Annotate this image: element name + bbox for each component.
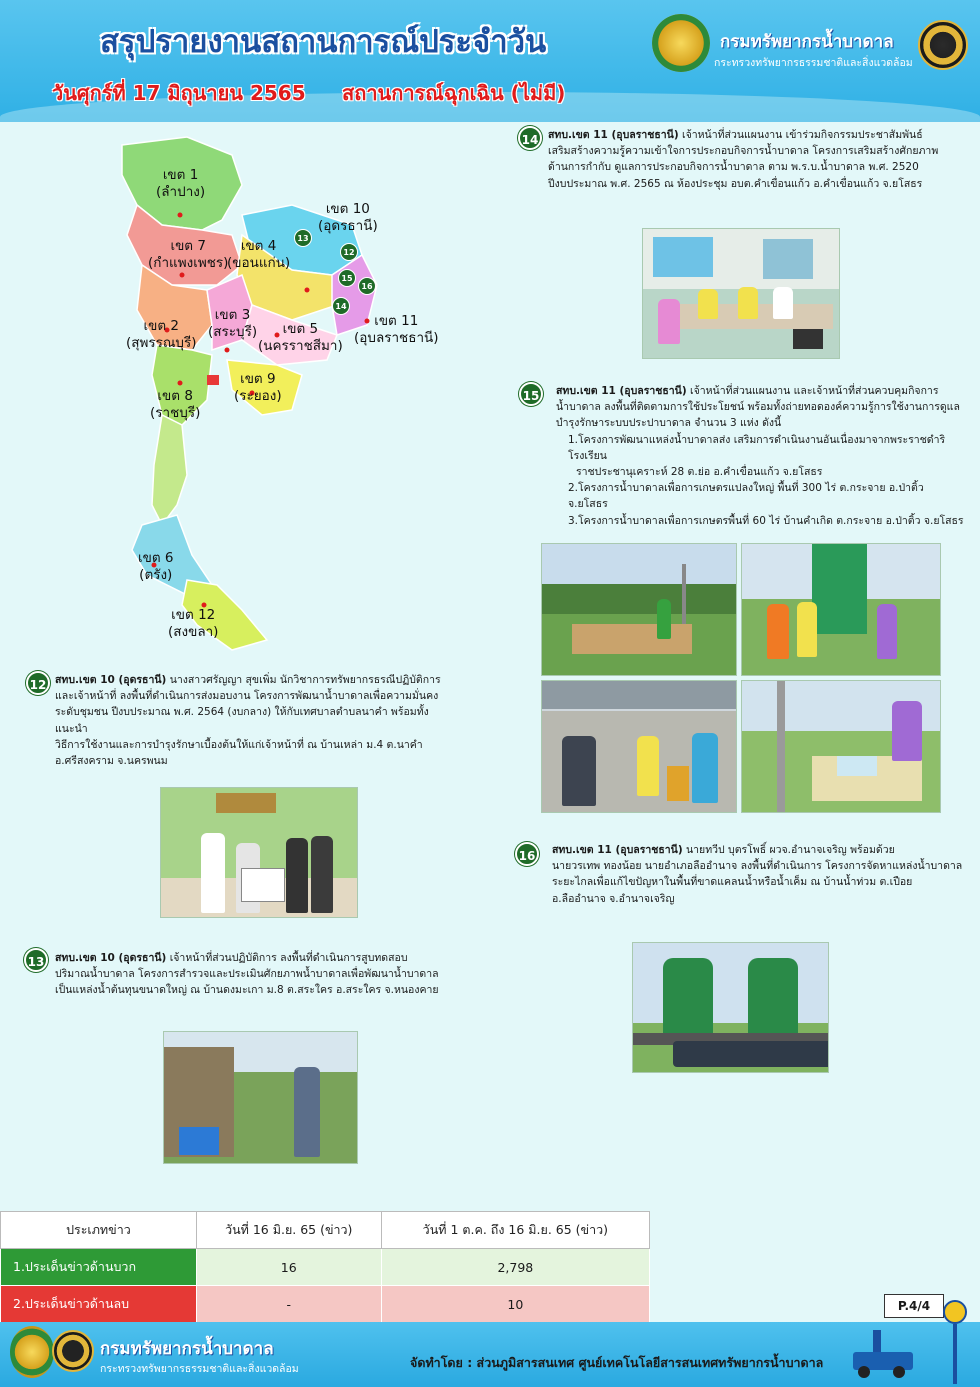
map-marker-15: 15: [338, 269, 356, 287]
news-12-photo: [160, 787, 358, 918]
page-title: สรุปรายงานสถานการณ์ประจำวัน: [100, 24, 547, 60]
header-banner: [0, 0, 980, 122]
zone-label-7: เขต 7 (กำแพงเพชร): [148, 238, 229, 271]
table-cell-category: 1.ประเด็นข่าวด้านบวก: [1, 1249, 197, 1286]
table-row: [1, 1249, 650, 1286]
zone-label-2: เขต 2 (สุพรรณบุรี): [126, 318, 197, 351]
news-12-line-2: และเจ้าหน้าที่ ลงพื้นที่ดำเนินการส่งมอบงาน โครงการพัฒนาน้ำบาดาลเพื่อความมั่นคง: [55, 690, 439, 703]
news-13-badge: 13: [24, 948, 48, 972]
table-cell-total: 2,798: [381, 1249, 649, 1286]
news-16-line-1: นายทวีป บุตรโพธิ์ ผวจ.อำนาจเจริญ พร้อมด้วย: [685, 844, 895, 856]
thailand-map: [92, 125, 437, 655]
news-15-head: สทบ.เขต 11 (อุบลราชธานี): [556, 385, 687, 397]
news-13-line-2: ปริมาณน้ำบาดาล โครงการสำรวจและประเมินศักยภาพน้ำบาดาลเพื่อพัฒนาน้ำบาดาล: [55, 968, 439, 981]
news-12-text: [55, 672, 455, 769]
news-14-head: สทบ.เขต 11 (อุบลราชธานี): [548, 129, 679, 141]
news-15-photo-2: [741, 543, 941, 676]
news-13-photo: [163, 1031, 358, 1164]
footer-bar: [0, 1322, 980, 1387]
zone-label-8: เขต 8 (ราชบุรี): [150, 388, 201, 421]
footer-dgr-seal-icon: [10, 1326, 54, 1378]
footer-producer: จัดทำโดย : ส่วนภูมิสารสนเทศ ศูนย์เทคโนโลยีสารสนเทศทรัพยากรน้ำบาดาล: [410, 1355, 824, 1370]
news-15-item-2: 2.โครงการน้ำบาดาลเพื่อการเกษตรแปลงใหญ่ พื้นที่ 300 ไร่ ต.กระจาย อ.ป่าติ้ว จ.ยโสธร: [568, 482, 924, 511]
page-number-badge: P.4/4: [884, 1294, 944, 1318]
header-ministry: กระทรวงทรัพยากรธรรมชาติและสิ่งแวดล้อม: [714, 57, 913, 69]
news-16-line-2: นายวรเทพ ทองน้อย นายอำเภอลืออำนาจ ลงพื้นที่ดำเนินการ โครงการจัดหาแหล่งน้ำบาดาล: [552, 860, 963, 873]
peninsula-region: [152, 415, 187, 525]
news-14-photo: [642, 228, 840, 359]
news-14-text: [548, 127, 968, 192]
footer-ministry: กระทรวงทรัพยากรธรรมชาติและสิ่งแวดล้อม: [100, 1363, 299, 1375]
map-marker-14: 14: [332, 297, 350, 315]
drilling-truck-icon: [848, 1330, 918, 1380]
news-12-head: สทบ.เขต 10 (อุดรธานี): [55, 674, 167, 686]
table-cell-total: 10: [381, 1286, 649, 1323]
zone-label-3: เขต 3 (สระบุรี): [208, 307, 258, 340]
map-marker-13: 13: [294, 229, 312, 247]
news-16-line-4: อ.ลืออำนาจ จ.อำนาจเจริญ: [552, 892, 675, 905]
news-15-line-2: น้ำบาดาล ลงพื้นที่ติดตามการใช้ประโยชน์ พร้อมทั้งถ่ายทอดองค์ความรู้การใช้งานการดูแล: [556, 401, 960, 414]
news-summary-table: [0, 1211, 650, 1323]
dgr-seal-icon: [652, 14, 710, 72]
news-12-line-3: ระดับชุมชน ปีงบประมาณ พ.ศ. 2564 (งบกลาง) ให้กับเทศบาลตำบลนาคำ พร้อมทั้งแนะนำ: [55, 706, 429, 735]
emergency-line: สถานการณ์ฉุกเฉิน (ไม่มี): [342, 81, 566, 105]
bangkok-area: [207, 375, 219, 385]
footer-ministry-seal-icon: [52, 1330, 94, 1372]
news-14-line-1: เจ้าหน้าที่ส่วนแผนงาน เข้าร่วมกิจกรรมประชาสัมพันธ์: [681, 129, 923, 141]
news-15-item-1: 1.โครงการพัฒนาแหล่งน้ำบาดาลส่ง เสริมการดำเนินงานอันเนื่องมาจากพระราชดำริ โรงเรียน: [568, 433, 946, 462]
news-14-badge: 14: [518, 126, 542, 150]
news-13-head: สทบ.เขต 10 (อุดรธานี): [55, 952, 167, 964]
news-15-item-1b: ราชประชานุเคราะห์ 28 ต.ย่อ อ.คำเขื่อนแก้ว จ.ยโสธร: [576, 466, 823, 479]
zone-label-6: เขต 6 (ตรัง): [138, 550, 174, 583]
zone-label-9: เขต 9 (ระยอง): [234, 371, 282, 404]
news-15-photo-1: [541, 543, 737, 676]
news-15-line-1: เจ้าหน้าที่ส่วนแผนงาน และเจ้าหน้าที่ส่วนควบคุมกิจการ: [689, 385, 939, 397]
zone-label-1: เขต 1 (ลำปาง): [156, 167, 206, 200]
zone-label-4: เขต 4 (ขอนแก่น): [227, 238, 291, 271]
news-15-line-3: บำรุงรักษาระบบประปาบาดาล จำนวน 3 แห่ง ดังนี้: [556, 417, 782, 430]
news-16-line-3: ระยะไกลเพื่อแก้ไขปัญหาในพื้นที่ขาดแคลนน้ำหรือน้ำเค็ม ณ บ้านน้ำท่วม ต.เปือย: [552, 876, 913, 889]
news-15-text: [556, 383, 966, 529]
news-12-badge: 12: [26, 671, 50, 695]
news-16-text: [552, 842, 967, 907]
table-cell-day: -: [196, 1286, 381, 1323]
news-14-line-2: เสริมสร้างความรู้ความเข้าใจการประกอบกิจการน้ำบาดาล โครงการเสริมสร้างศักยภาพ: [548, 145, 939, 158]
news-15-badge: 15: [519, 382, 543, 406]
table-row: [1, 1286, 650, 1323]
map-marker-12: 12: [340, 243, 358, 261]
zone-label-12: เขต 12 (สงขลา): [168, 607, 219, 640]
zone-label-11: เขต 11 (อุบลราชธานี): [354, 313, 439, 346]
table-header-category: ประเภทข่าว: [1, 1212, 197, 1249]
table-cell-category: 2.ประเด็นข่าวด้านลบ: [1, 1286, 197, 1323]
table-header-total: วันที่ 1 ต.ค. ถึง 16 มิ.ย. 65 (ข่าว): [381, 1212, 649, 1249]
news-15-photo-3: [541, 680, 737, 813]
ministry-seal-icon: [918, 20, 968, 70]
news-13-line-3: เป็นแหล่งน้ำต้นทุนขนาดใหญ่ ณ บ้านดงมะเกา ม.8 ต.สระใคร อ.สระใคร จ.หนองคาย: [55, 984, 439, 997]
news-13-text: [55, 950, 465, 999]
header-org-name: กรมทรัพยากรน้ำบาดาล: [720, 32, 894, 52]
map-marker-16: 16: [358, 277, 376, 295]
news-16-head: สทบ.เขต 11 (อุบลราชธานี): [552, 844, 683, 856]
table-header-day: วันที่ 16 มิ.ย. 65 (ข่าว): [196, 1212, 381, 1249]
zone-label-10: เขต 10 (อุดรธานี): [318, 201, 378, 234]
table-cell-day: 16: [196, 1249, 381, 1286]
news-16-photo: [632, 942, 829, 1073]
zone-label-5: เขต 5 (นครราชสีมา): [258, 321, 343, 354]
news-16-badge: 16: [515, 842, 539, 866]
news-14-line-3: ด้านการกำกับ ดูแลการประกอบกิจการน้ำบาดาล ตาม พ.ร.บ.น้ำบาดาล พ.ศ. 2520: [548, 161, 919, 174]
news-15-item-3: 3.โครงการน้ำบาดาลเพื่อการเกษตรพื้นที่ 60 ไร่ บ้านคำเกิด ต.กระจาย อ.ป่าติ้ว จ.ยโสธร: [568, 514, 964, 527]
news-12-line-1: นางสาวศรัญญา สุขเพิ่ม นักวิชาการทรัพยากรธรณีปฏิบัติการ: [169, 674, 441, 686]
table-header-row: [1, 1212, 650, 1249]
date-line: วันศุกร์ที่ 17 มิถุนายน 2565: [52, 81, 306, 105]
news-13-line-1: เจ้าหน้าที่ส่วนปฏิบัติการ ลงพื้นที่ดำเนินการสูบทดสอบ: [169, 952, 408, 964]
news-14-line-4: ปีงบประมาณ พ.ศ. 2565 ณ ห้องประชุม อบต.คำเขื่อนแก้ว อ.คำเขื่อนแก้ว จ.ยโสธร: [548, 177, 923, 190]
footer-org-name: กรมทรัพยากรน้ำบาดาล: [100, 1339, 274, 1359]
news-12-line-5: อ.ศรีสงคราม จ.นครพนม: [55, 755, 168, 768]
news-15-photo-4: [741, 680, 941, 813]
water-tower-icon: [940, 1300, 970, 1386]
news-12-line-4: วิธีการใช้งานและการบำรุงรักษาเบื้องต้นให้แก่เจ้าหน้าที่ ณ บ้านเหล่า ม.4 ต.นาคำ: [55, 738, 423, 751]
